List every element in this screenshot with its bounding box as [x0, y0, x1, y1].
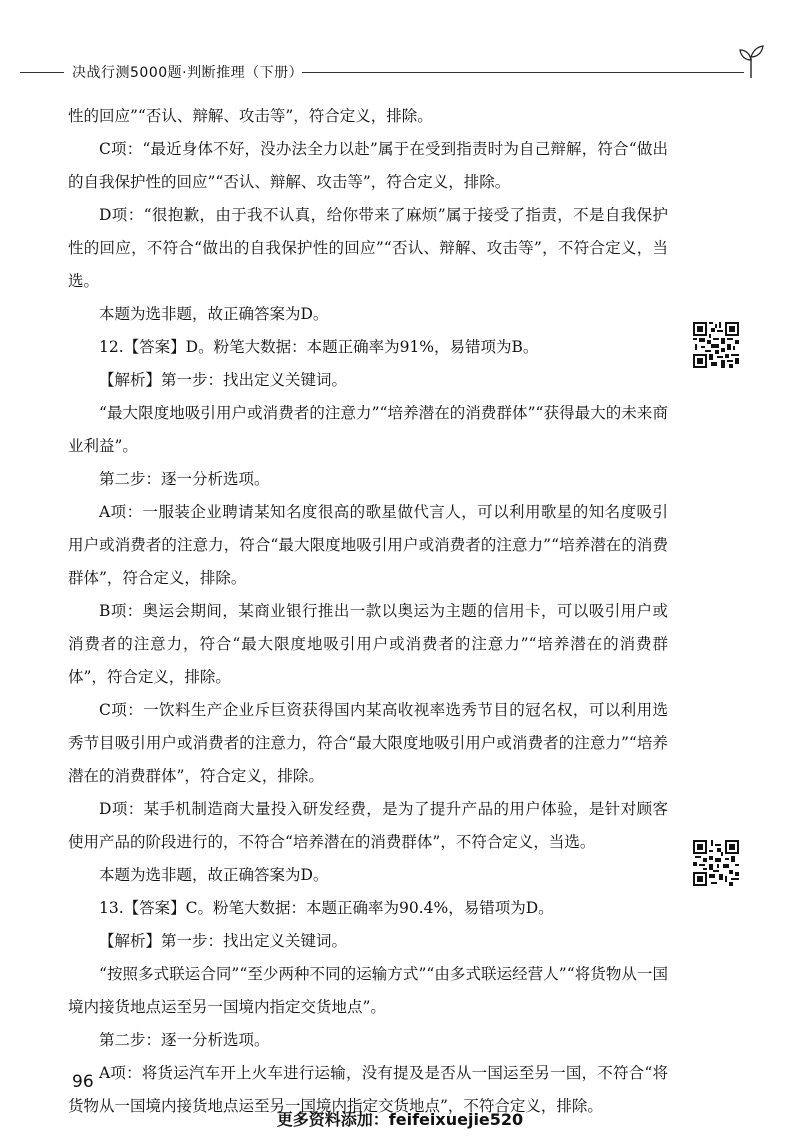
- paragraph: B项：奥运会期间，某商业银行推出一款以奥运为主题的信用卡，可以吸引用户或消费者的注意力，符合“最大限度地吸引用户或消费者的注意力”“培养潜在的消费群体”，符合定义，排除。: [68, 602, 668, 686]
- qr-code-icon[interactable]: [693, 322, 739, 368]
- header-rule-left: [20, 72, 64, 73]
- paragraph: 本题为选非题，故正确答案为D。: [99, 305, 329, 323]
- paragraph: A项：将货运汽车开上火车进行运输，没有提及是否从一国运至另一国，不符合“将货物从一国境内接货地点运至另一国境内指定交货地点”，不符合定义，排除。: [68, 1064, 668, 1115]
- paragraph: 13.【答案】C。粉笔大数据：本题正确率为90.4%，易错项为D。: [99, 899, 554, 917]
- paragraph: D项：“很抱歉，由于我不认真，给你带来了麻烦”属于接受了指责，不是自我保护性的回应，不符合“做出的自我保护性的回应”“否认、辩解、攻击等”，不符合定义，当选。: [68, 206, 668, 290]
- paragraph: 第二步：逐一分析选项。: [99, 470, 270, 488]
- paragraph: 12.【答案】D。粉笔大数据：本题正确率为91%，易错项为B。: [99, 338, 539, 356]
- paragraph: 性的回应”“否认、辩解、攻击等”，符合定义，排除。: [68, 107, 433, 125]
- paragraph: 第二步：逐一分析选项。: [99, 1031, 270, 1049]
- page-number: 96: [72, 1072, 94, 1092]
- paragraph: D项：某手机制造商大量投入研发经费，是为了提升产品的用户体验，是针对顾客使用产品的阶段进行的，不符合“培养潜在的消费群体”，不符合定义，当选。: [68, 800, 668, 851]
- paragraph: 【解析】第一步：找出定义关键词。: [99, 371, 348, 389]
- paragraph: A项：一服装企业聘请某知名度很高的歌星做代言人，可以利用歌星的知名度吸引用户或消费者的注意力，符合“最大限度地吸引用户或消费者的注意力”“培养潜在的消费群体”，符合定义，排除。: [68, 503, 668, 587]
- qr-code-icon[interactable]: [693, 840, 739, 886]
- header-rule-right: [302, 72, 744, 73]
- paragraph: 本题为选非题，故正确答案为D。: [99, 866, 329, 884]
- paragraph: C项：“最近身体不好，没办法全力以赴”属于在受到指责时为自己辩解，符合“做出的自我保护性的回应”“否认、辩解、攻击等”，符合定义，排除。: [68, 140, 668, 191]
- paragraph: “最大限度地吸引用户或消费者的注意力”“培养潜在的消费群体”“获得最大的未来商业利益”。: [68, 404, 668, 455]
- paragraph: 【解析】第一步：找出定义关键词。: [99, 932, 348, 950]
- paragraph: “按照多式联运合同”“至少两种不同的运输方式”“由多式联运经营人”“将货物从一国境内接货地点运至另一国境内指定交货地点”。: [68, 965, 668, 1016]
- running-header: [20, 58, 760, 88]
- paragraph: C项：一饮料生产企业斥巨资获得国内某高收视率选秀节目的冠名权，可以利用选秀节目吸引用户或消费者的注意力，符合“最大限度地吸引用户或消费者的注意力”“培养潜在的消费群体”，符合定义，排除。: [68, 701, 668, 785]
- footer-contact-note: 更多资料添加：feifeixuejie520: [276, 1110, 524, 1129]
- book-title: 决战行测5000题·判断推理（下册）: [72, 65, 304, 81]
- answer-explanation-text: [68, 100, 668, 1123]
- sprout-icon: [738, 44, 764, 78]
